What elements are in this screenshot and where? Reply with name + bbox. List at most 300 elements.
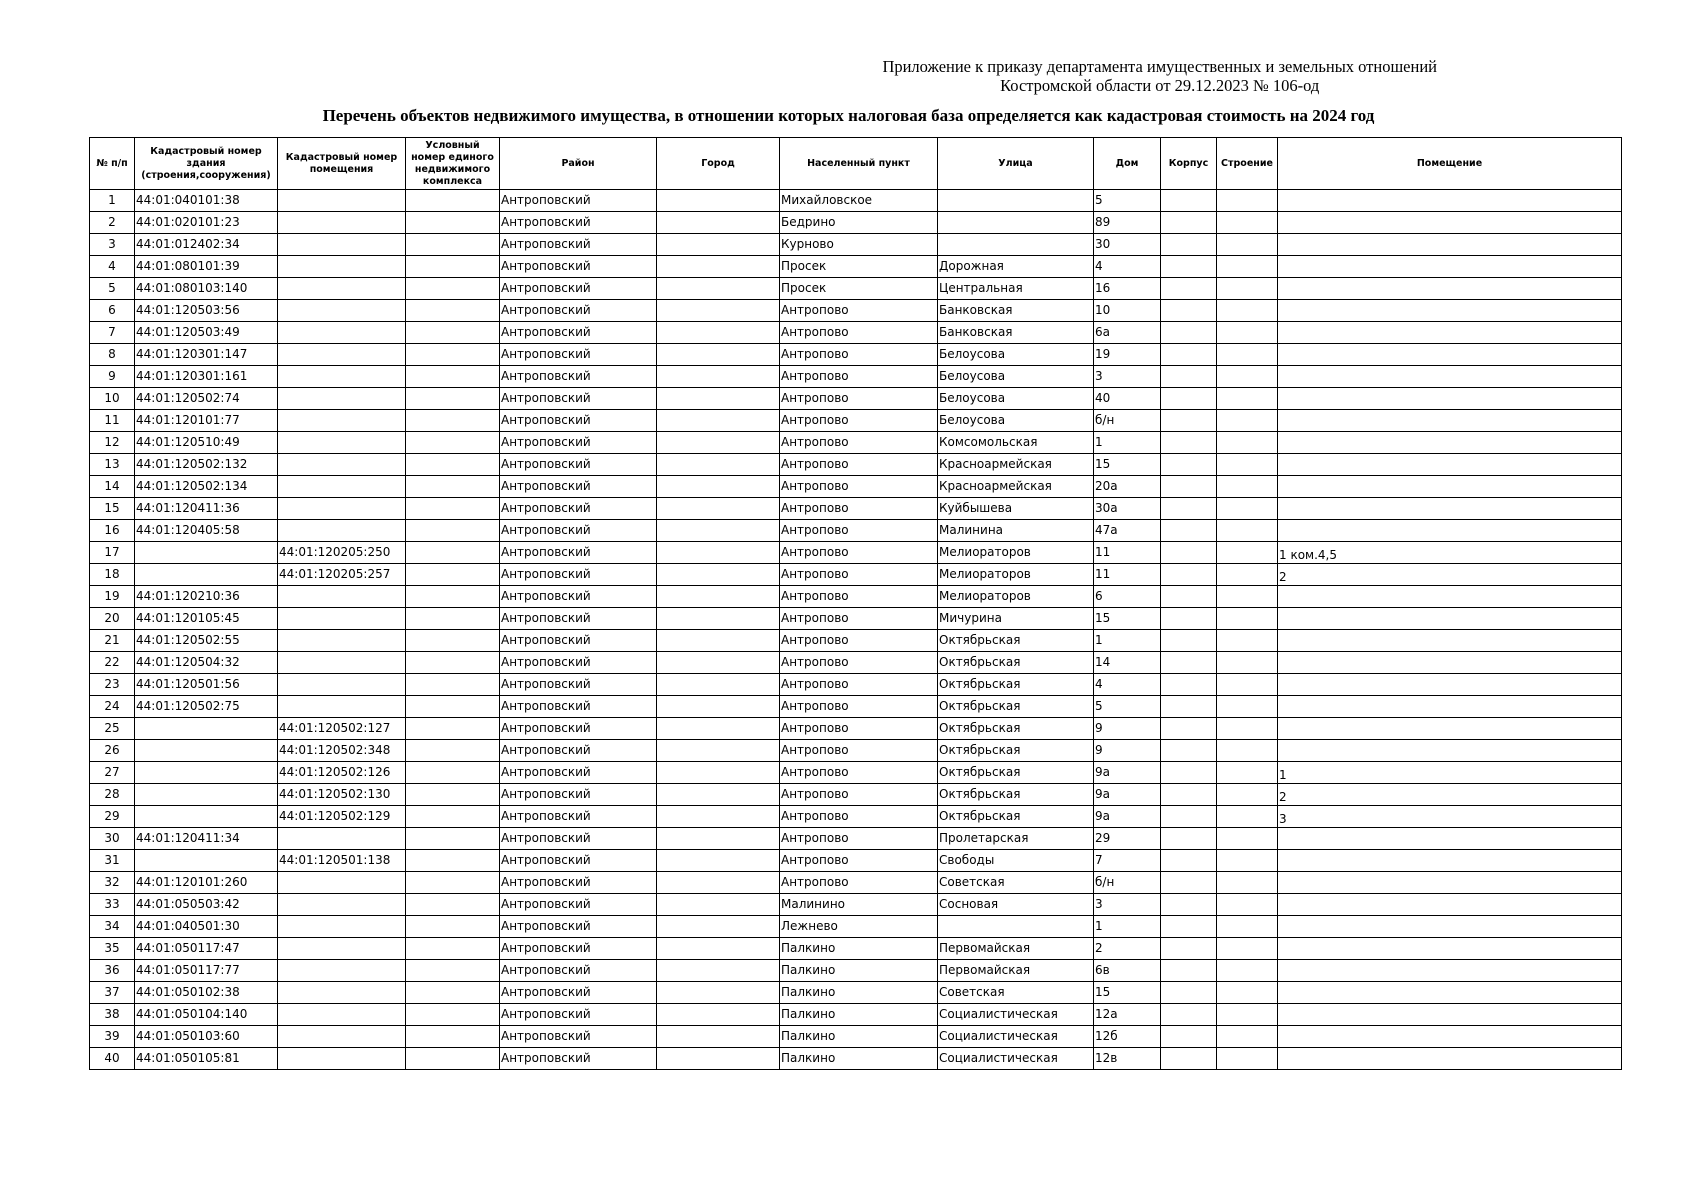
house-cell: 29 — [1094, 828, 1161, 850]
house-cell: 11 — [1094, 564, 1161, 586]
premises-cadastral-number-cell: 44:01:120502:348 — [278, 740, 406, 762]
building-cadastral-number-cell — [135, 542, 278, 564]
column-header: Город — [657, 138, 780, 190]
premises-cadastral-number-cell — [278, 454, 406, 476]
column-header: Населенный пункт — [780, 138, 938, 190]
row-number-cell: 16 — [90, 520, 135, 542]
district-cell: Антроповский — [500, 960, 657, 982]
row-number-cell: 24 — [90, 696, 135, 718]
city-cell — [657, 388, 780, 410]
street-cell: Первомайская — [938, 938, 1094, 960]
row-number-cell: 34 — [90, 916, 135, 938]
complex-number-cell — [406, 476, 500, 498]
document-title: Перечень объектов недвижимого имущества, в отношении которых налоговая база определяется как кадастровая стоимость на 2024 год — [322, 106, 1375, 125]
house-cell: 6а — [1094, 322, 1161, 344]
locality-cell: Антропово — [780, 850, 938, 872]
street-cell: Куйбышева — [938, 498, 1094, 520]
district-cell: Антроповский — [500, 234, 657, 256]
building-cadastral-number-cell: 44:01:120503:49 — [135, 322, 278, 344]
building-block-cell — [1161, 388, 1217, 410]
premises-cell — [1278, 454, 1622, 476]
complex-number-cell — [406, 1048, 500, 1070]
complex-number-cell — [406, 960, 500, 982]
complex-number-cell — [406, 278, 500, 300]
house-cell: 12б — [1094, 1026, 1161, 1048]
structure-cell — [1217, 322, 1278, 344]
building-cadastral-number-cell: 44:01:120510:49 — [135, 432, 278, 454]
premises-cell: 2 — [1278, 784, 1622, 806]
complex-number-cell — [406, 718, 500, 740]
locality-cell: Антропово — [780, 630, 938, 652]
building-cadastral-number-cell: 44:01:120502:75 — [135, 696, 278, 718]
district-cell: Антроповский — [500, 740, 657, 762]
order-reference-line-2: Костромской области от 29.12.2023 № 106-од — [1000, 76, 1320, 95]
table-row — [90, 322, 1622, 344]
city-cell — [657, 432, 780, 454]
locality-cell: Антропово — [780, 762, 938, 784]
house-cell: 9 — [1094, 740, 1161, 762]
row-number-cell: 33 — [90, 894, 135, 916]
street-cell: Октябрьская — [938, 652, 1094, 674]
street-cell — [938, 190, 1094, 212]
structure-cell — [1217, 388, 1278, 410]
street-cell: Октябрьская — [938, 740, 1094, 762]
complex-number-cell — [406, 1004, 500, 1026]
locality-cell: Антропово — [780, 322, 938, 344]
row-number-cell: 31 — [90, 850, 135, 872]
street-cell: Белоусова — [938, 366, 1094, 388]
house-cell: 15 — [1094, 608, 1161, 630]
house-cell: 9а — [1094, 762, 1161, 784]
structure-cell — [1217, 894, 1278, 916]
premises-cadastral-number-cell — [278, 1026, 406, 1048]
premises-cell — [1278, 300, 1622, 322]
premises-cell — [1278, 872, 1622, 894]
structure-cell — [1217, 300, 1278, 322]
house-cell: 30а — [1094, 498, 1161, 520]
building-cadastral-number-cell: 44:01:040501:30 — [135, 916, 278, 938]
premises-cadastral-number-cell — [278, 1004, 406, 1026]
premises-cadastral-number-cell — [278, 828, 406, 850]
row-number-cell: 26 — [90, 740, 135, 762]
city-cell — [657, 520, 780, 542]
complex-number-cell — [406, 1026, 500, 1048]
complex-number-cell — [406, 190, 500, 212]
structure-cell — [1217, 916, 1278, 938]
column-header: Район — [500, 138, 657, 190]
street-cell: Советская — [938, 982, 1094, 1004]
premises-cell — [1278, 740, 1622, 762]
district-cell: Антроповский — [500, 762, 657, 784]
table-row — [90, 388, 1622, 410]
district-cell: Антроповский — [500, 498, 657, 520]
house-cell: 47а — [1094, 520, 1161, 542]
district-cell: Антроповский — [500, 784, 657, 806]
complex-number-cell — [406, 894, 500, 916]
premises-cadastral-number-cell: 44:01:120502:126 — [278, 762, 406, 784]
premises-cadastral-number-cell — [278, 1048, 406, 1070]
premises-cell — [1278, 410, 1622, 432]
district-cell: Антроповский — [500, 344, 657, 366]
table-row — [90, 828, 1622, 850]
premises-cadastral-number-cell: 44:01:120502:129 — [278, 806, 406, 828]
street-cell: Сосновая — [938, 894, 1094, 916]
structure-cell — [1217, 410, 1278, 432]
table-row — [90, 234, 1622, 256]
district-cell: Антроповский — [500, 674, 657, 696]
district-cell: Антроповский — [500, 982, 657, 1004]
table-row — [90, 212, 1622, 234]
table-row — [90, 982, 1622, 1004]
structure-cell — [1217, 960, 1278, 982]
row-number-cell: 21 — [90, 630, 135, 652]
house-cell: 14 — [1094, 652, 1161, 674]
street-cell: Социалистическая — [938, 1026, 1094, 1048]
house-cell: 16 — [1094, 278, 1161, 300]
row-number-cell: 25 — [90, 718, 135, 740]
complex-number-cell — [406, 938, 500, 960]
column-header: № п/п — [90, 138, 135, 190]
building-block-cell — [1161, 432, 1217, 454]
premises-cadastral-number-cell — [278, 916, 406, 938]
structure-cell — [1217, 872, 1278, 894]
row-number-cell: 5 — [90, 278, 135, 300]
structure-cell — [1217, 828, 1278, 850]
street-cell: Комсомольская — [938, 432, 1094, 454]
street-cell: Малинина — [938, 520, 1094, 542]
locality-cell: Малинино — [780, 894, 938, 916]
house-cell: 15 — [1094, 982, 1161, 1004]
structure-cell — [1217, 674, 1278, 696]
house-cell: 10 — [1094, 300, 1161, 322]
premises-cadastral-number-cell — [278, 322, 406, 344]
table-body — [90, 190, 1622, 1070]
city-cell — [657, 190, 780, 212]
city-cell — [657, 960, 780, 982]
locality-cell: Антропово — [780, 652, 938, 674]
locality-cell: Антропово — [780, 432, 938, 454]
building-block-cell — [1161, 872, 1217, 894]
building-block-cell — [1161, 322, 1217, 344]
building-block-cell — [1161, 454, 1217, 476]
district-cell: Антроповский — [500, 608, 657, 630]
row-number-cell: 29 — [90, 806, 135, 828]
street-cell: Мелиораторов — [938, 542, 1094, 564]
premises-cell — [1278, 1026, 1622, 1048]
city-cell — [657, 366, 780, 388]
city-cell — [657, 1026, 780, 1048]
city-cell — [657, 696, 780, 718]
structure-cell — [1217, 212, 1278, 234]
premises-cadastral-number-cell — [278, 388, 406, 410]
row-number-cell: 14 — [90, 476, 135, 498]
district-cell: Антроповский — [500, 542, 657, 564]
table-row — [90, 608, 1622, 630]
row-number-cell: 30 — [90, 828, 135, 850]
building-cadastral-number-cell: 44:01:040101:38 — [135, 190, 278, 212]
locality-cell: Антропово — [780, 872, 938, 894]
premises-cadastral-number-cell — [278, 696, 406, 718]
street-cell: Мелиораторов — [938, 586, 1094, 608]
structure-cell — [1217, 740, 1278, 762]
complex-number-cell — [406, 784, 500, 806]
street-cell: Свободы — [938, 850, 1094, 872]
locality-cell: Антропово — [780, 410, 938, 432]
complex-number-cell — [406, 366, 500, 388]
district-cell: Антроповский — [500, 586, 657, 608]
structure-cell — [1217, 234, 1278, 256]
locality-cell: Антропово — [780, 454, 938, 476]
row-number-cell: 28 — [90, 784, 135, 806]
row-number-cell: 1 — [90, 190, 135, 212]
complex-number-cell — [406, 520, 500, 542]
house-cell: 89 — [1094, 212, 1161, 234]
premises-cadastral-number-cell — [278, 212, 406, 234]
building-cadastral-number-cell: 44:01:120503:56 — [135, 300, 278, 322]
premises-cell — [1278, 190, 1622, 212]
locality-cell: Палкино — [780, 960, 938, 982]
building-cadastral-number-cell: 44:01:120405:58 — [135, 520, 278, 542]
complex-number-cell — [406, 432, 500, 454]
complex-number-cell — [406, 828, 500, 850]
locality-cell: Антропово — [780, 696, 938, 718]
structure-cell — [1217, 498, 1278, 520]
structure-cell — [1217, 586, 1278, 608]
building-cadastral-number-cell: 44:01:120411:34 — [135, 828, 278, 850]
house-cell: 5 — [1094, 190, 1161, 212]
premises-cell — [1278, 476, 1622, 498]
locality-cell: Антропово — [780, 344, 938, 366]
premises-cadastral-number-cell — [278, 520, 406, 542]
table-row — [90, 762, 1622, 784]
complex-number-cell — [406, 674, 500, 696]
building-block-cell — [1161, 850, 1217, 872]
complex-number-cell — [406, 256, 500, 278]
table-row — [90, 938, 1622, 960]
structure-cell — [1217, 344, 1278, 366]
table-row — [90, 894, 1622, 916]
building-block-cell — [1161, 476, 1217, 498]
premises-cell: 1 — [1278, 762, 1622, 784]
building-block-cell — [1161, 212, 1217, 234]
house-cell: 19 — [1094, 344, 1161, 366]
row-number-cell: 18 — [90, 564, 135, 586]
structure-cell — [1217, 1004, 1278, 1026]
complex-number-cell — [406, 806, 500, 828]
street-cell: Банковская — [938, 322, 1094, 344]
premises-cell — [1278, 828, 1622, 850]
premises-cell — [1278, 916, 1622, 938]
house-cell: 15 — [1094, 454, 1161, 476]
locality-cell: Антропово — [780, 520, 938, 542]
table-row — [90, 1048, 1622, 1070]
complex-number-cell — [406, 916, 500, 938]
locality-cell: Антропово — [780, 300, 938, 322]
structure-cell — [1217, 652, 1278, 674]
city-cell — [657, 564, 780, 586]
premises-cell — [1278, 256, 1622, 278]
complex-number-cell — [406, 696, 500, 718]
structure-cell — [1217, 520, 1278, 542]
building-block-cell — [1161, 696, 1217, 718]
city-cell — [657, 542, 780, 564]
locality-cell: Палкино — [780, 982, 938, 1004]
premises-cell — [1278, 586, 1622, 608]
premises-cadastral-number-cell — [278, 234, 406, 256]
order-reference — [882, 57, 1437, 95]
street-cell: Октябрьская — [938, 806, 1094, 828]
house-cell: 3 — [1094, 366, 1161, 388]
premises-cell — [1278, 894, 1622, 916]
city-cell — [657, 916, 780, 938]
building-cadastral-number-cell: 44:01:050103:60 — [135, 1026, 278, 1048]
premises-cadastral-number-cell — [278, 366, 406, 388]
premises-cell — [1278, 322, 1622, 344]
premises-cadastral-number-cell — [278, 498, 406, 520]
building-cadastral-number-cell — [135, 740, 278, 762]
district-cell: Антроповский — [500, 520, 657, 542]
building-block-cell — [1161, 300, 1217, 322]
city-cell — [657, 1048, 780, 1070]
building-cadastral-number-cell: 44:01:120502:134 — [135, 476, 278, 498]
table-row — [90, 300, 1622, 322]
building-block-cell — [1161, 806, 1217, 828]
column-header: Условный номер единого недвижимого комплекса — [406, 138, 500, 190]
city-cell — [657, 322, 780, 344]
structure-cell — [1217, 564, 1278, 586]
district-cell: Антроповский — [500, 432, 657, 454]
house-cell: 9 — [1094, 718, 1161, 740]
house-cell: б/н — [1094, 872, 1161, 894]
district-cell: Антроповский — [500, 278, 657, 300]
district-cell: Антроповский — [500, 718, 657, 740]
complex-number-cell — [406, 388, 500, 410]
premises-cadastral-number-cell — [278, 344, 406, 366]
structure-cell — [1217, 806, 1278, 828]
district-cell: Антроповский — [500, 872, 657, 894]
building-block-cell — [1161, 366, 1217, 388]
row-number-cell: 40 — [90, 1048, 135, 1070]
district-cell: Антроповский — [500, 916, 657, 938]
premises-cell — [1278, 630, 1622, 652]
complex-number-cell — [406, 630, 500, 652]
locality-cell: Антропово — [780, 476, 938, 498]
house-cell: 40 — [1094, 388, 1161, 410]
locality-cell: Палкино — [780, 1004, 938, 1026]
city-cell — [657, 212, 780, 234]
locality-cell: Антропово — [780, 542, 938, 564]
premises-cell — [1278, 1048, 1622, 1070]
premises-cell: 2 — [1278, 564, 1622, 586]
complex-number-cell — [406, 652, 500, 674]
table-row — [90, 652, 1622, 674]
table-row — [90, 190, 1622, 212]
house-cell: 7 — [1094, 850, 1161, 872]
house-cell: 1 — [1094, 630, 1161, 652]
building-block-cell — [1161, 278, 1217, 300]
building-cadastral-number-cell: 44:01:120101:77 — [135, 410, 278, 432]
building-cadastral-number-cell — [135, 806, 278, 828]
structure-cell — [1217, 1048, 1278, 1070]
locality-cell: Палкино — [780, 1026, 938, 1048]
premises-cell: 1 ком.4,5 — [1278, 542, 1622, 564]
street-cell: Мелиораторов — [938, 564, 1094, 586]
building-cadastral-number-cell: 44:01:120210:36 — [135, 586, 278, 608]
district-cell: Антроповский — [500, 1026, 657, 1048]
building-cadastral-number-cell: 44:01:120301:147 — [135, 344, 278, 366]
building-block-cell — [1161, 1026, 1217, 1048]
city-cell — [657, 674, 780, 696]
structure-cell — [1217, 256, 1278, 278]
building-cadastral-number-cell: 44:01:120501:56 — [135, 674, 278, 696]
locality-cell: Антропово — [780, 608, 938, 630]
table-row — [90, 674, 1622, 696]
premises-cell — [1278, 674, 1622, 696]
street-cell: Октябрьская — [938, 630, 1094, 652]
building-block-cell — [1161, 344, 1217, 366]
premises-cadastral-number-cell — [278, 630, 406, 652]
premises-cadastral-number-cell — [278, 432, 406, 454]
premises-cell — [1278, 212, 1622, 234]
structure-cell — [1217, 696, 1278, 718]
city-cell — [657, 894, 780, 916]
table-row — [90, 872, 1622, 894]
complex-number-cell — [406, 564, 500, 586]
premises-cadastral-number-cell: 44:01:120501:138 — [278, 850, 406, 872]
locality-cell: Лежнево — [780, 916, 938, 938]
building-cadastral-number-cell: 44:01:050102:38 — [135, 982, 278, 1004]
city-cell — [657, 608, 780, 630]
district-cell: Антроповский — [500, 564, 657, 586]
row-number-cell: 39 — [90, 1026, 135, 1048]
table-row — [90, 740, 1622, 762]
complex-number-cell — [406, 850, 500, 872]
complex-number-cell — [406, 212, 500, 234]
street-cell: Центральная — [938, 278, 1094, 300]
street-cell: Дорожная — [938, 256, 1094, 278]
table-row — [90, 718, 1622, 740]
premises-cadastral-number-cell — [278, 278, 406, 300]
complex-number-cell — [406, 762, 500, 784]
row-number-cell: 37 — [90, 982, 135, 1004]
district-cell: Антроповский — [500, 476, 657, 498]
structure-cell — [1217, 278, 1278, 300]
street-cell: Октябрьская — [938, 674, 1094, 696]
building-cadastral-number-cell: 44:01:120301:161 — [135, 366, 278, 388]
building-cadastral-number-cell — [135, 564, 278, 586]
street-cell: Белоусова — [938, 410, 1094, 432]
street-cell: Октябрьская — [938, 718, 1094, 740]
house-cell: 12а — [1094, 1004, 1161, 1026]
premises-cell — [1278, 696, 1622, 718]
table-row — [90, 586, 1622, 608]
building-cadastral-number-cell: 44:01:120502:55 — [135, 630, 278, 652]
building-block-cell — [1161, 256, 1217, 278]
city-cell — [657, 850, 780, 872]
column-header: Дом — [1094, 138, 1161, 190]
building-block-cell — [1161, 784, 1217, 806]
city-cell — [657, 1004, 780, 1026]
complex-number-cell — [406, 608, 500, 630]
city-cell — [657, 586, 780, 608]
locality-cell: Палкино — [780, 938, 938, 960]
row-number-cell: 17 — [90, 542, 135, 564]
structure-cell — [1217, 542, 1278, 564]
building-cadastral-number-cell: 44:01:080101:39 — [135, 256, 278, 278]
complex-number-cell — [406, 872, 500, 894]
table-row — [90, 1026, 1622, 1048]
premises-cell — [1278, 652, 1622, 674]
